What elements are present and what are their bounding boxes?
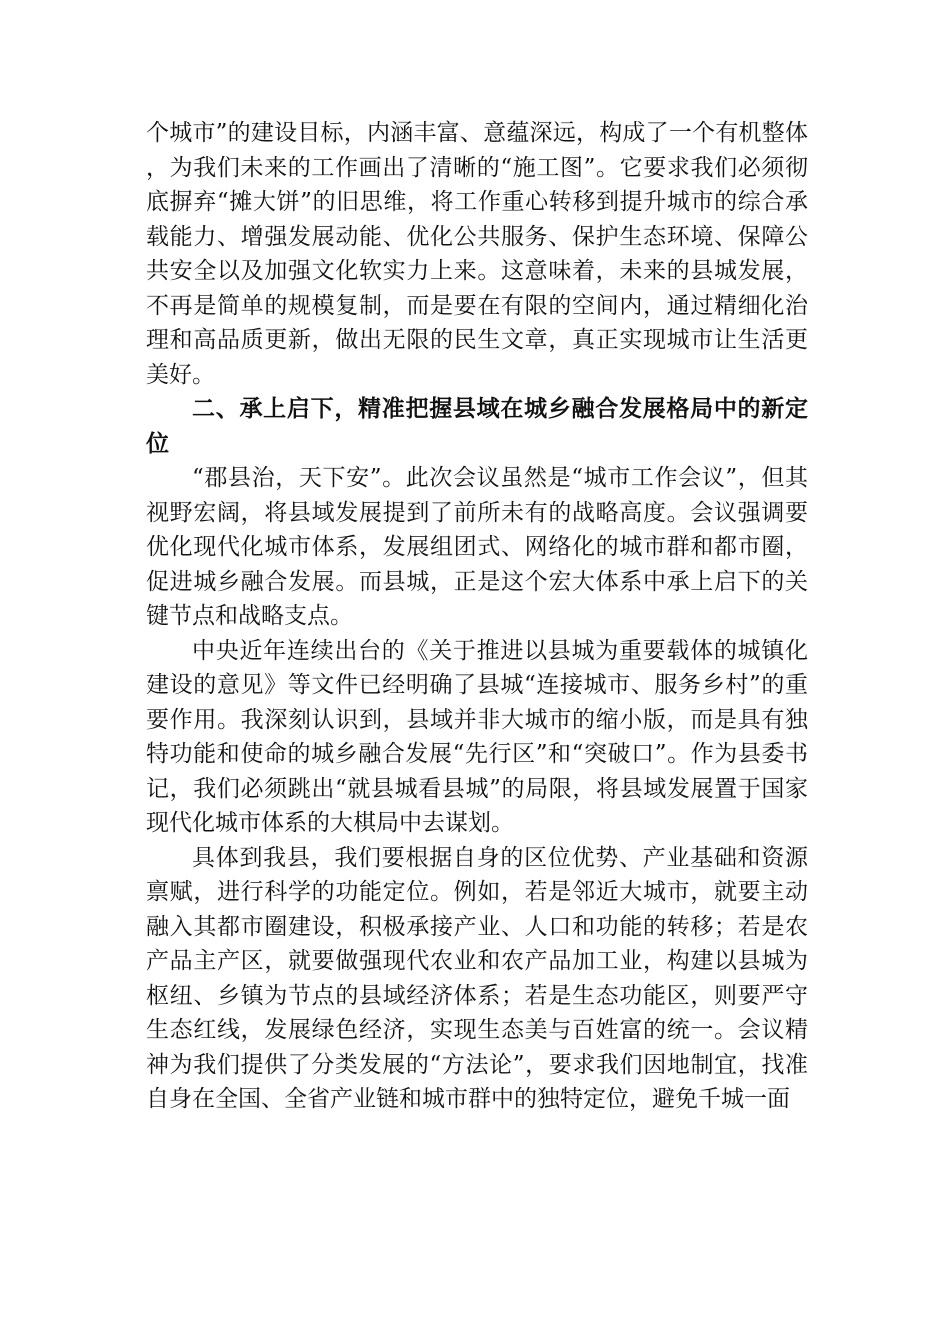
paragraph-county-positioning: 具体到我县，我们要根据自身的区位优势、产业基础和资源禀赋，进行科学的功能定位。例如，若是邻近大城市，就要主动融入其都市圈建设，积极承接产业、人口和功能的转移；若是农产品主产区，就要做强现代农业和农产品加工业，构建以县城为枢纽、乡镇为节点的县域经济体系；若是生态功能区，则要严守生态红线，发展绿色经济，实现生态美与百姓富的统一。会议精神为我们提供了分类发展的“方法论”，要求我们因地制宜，找准自身在全国、全省产业链和城市群中的独特定位，避免千城一面 [146, 844, 808, 1112]
paragraph-county-governance: “郡县治，天下安”。此次会议虽然是“城市工作会议”，但其视野宏阔，将县域发展提到了前所未有的战略高度。会议强调要优化现代化城市体系，发展组团式、网络化的城市群和都市圈，促进城乡融合发展。而县城，正是这个宏大体系中承上启下的关键节点和战略支点。 [146, 465, 808, 629]
paragraph-city-goals: 个城市”的建设目标，内涵丰富、意蕴深远，构成了一个有机整体，为我们未来的工作画出了清晰的“施工图”。它要求我们必须彻底摒弃“摊大饼”的旧思维，将工作重心转移到提升城市的综合承载能力、增强发展动能、优化公共服务、保护生态环境、保障公共安全以及加强文化软实力上来。这意味着，未来的县城发展，不再是简单的规模复制，而是要在有限的空间内，通过精细化治理和高品质更新，做出无限的民生文章，真正实现城市让生活更美好。 [146, 120, 808, 388]
section-heading-2: 二、承上启下，精准把握县域在城乡融合发展格局中的新定位 [146, 396, 808, 457]
document-page [146, 116, 808, 1117]
paragraph-central-policy: 中央近年连续出台的《关于推进以县城为重要载体的城镇化建设的意见》等文件已经明确了县城“连接城市、服务乡村”的重要作用。我深刻认识到，县域并非大城市的缩小版，而是具有独特功能和使命的城乡融合发展“先行区”和“突破口”。作为县委书记，我们必须跳出“就县城看县城”的局限，将县域发展置于国家现代化城市体系的大棋局中去谋划。 [146, 637, 808, 836]
